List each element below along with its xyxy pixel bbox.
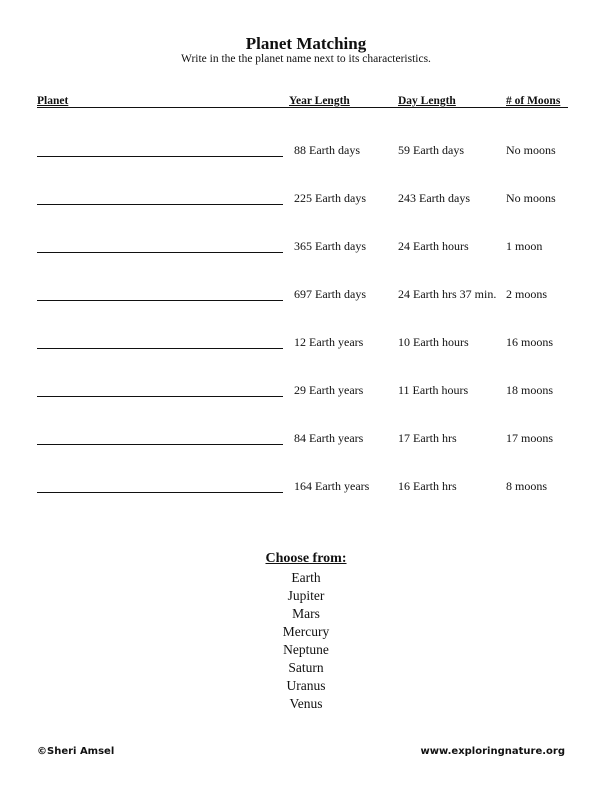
day-length-cell: 11 Earth hours — [398, 383, 469, 397]
table-row — [0, 143, 612, 163]
moons-cell: 18 moons — [506, 383, 554, 397]
moons-cell: 1 moon — [506, 239, 543, 253]
day-length-cell: 24 Earth hours — [398, 239, 469, 253]
choose-from-item: Uranus — [286, 678, 326, 693]
choose-from-list — [0, 569, 612, 713]
choose-from-item: Jupiter — [287, 588, 325, 603]
choose-from-item: Mars — [292, 606, 320, 621]
table-row — [0, 431, 612, 451]
planet-answer-blank[interactable] — [37, 444, 283, 445]
planet-answer-blank[interactable] — [37, 252, 283, 253]
choose-from-item: Venus — [289, 696, 323, 711]
year-length-cell: 365 Earth days — [294, 239, 366, 253]
table-row — [0, 479, 612, 499]
moons-cell: No moons — [506, 191, 556, 205]
year-length-cell: 225 Earth days — [294, 191, 366, 205]
table-row — [0, 335, 612, 355]
header-moons: # of Moons — [506, 95, 561, 107]
planet-answer-blank[interactable] — [37, 348, 283, 349]
planet-answer-blank[interactable] — [37, 492, 283, 493]
day-length-cell: 17 Earth hrs — [398, 431, 457, 445]
year-length-cell: 29 Earth years — [294, 383, 364, 397]
planet-answer-blank[interactable] — [37, 396, 283, 397]
choose-from-box — [0, 550, 612, 713]
table-row — [0, 287, 612, 307]
copyright: ©Sheri Amsel — [37, 746, 115, 757]
header-planet: Planet — [37, 95, 69, 107]
choose-from-item: Saturn — [288, 660, 324, 675]
table-row — [0, 239, 612, 259]
planet-answer-blank[interactable] — [37, 156, 283, 157]
header-year-length: Year Length — [289, 95, 350, 107]
website-url: www.exploringnature.org — [420, 746, 565, 757]
year-length-cell: 697 Earth days — [294, 287, 366, 301]
moons-cell: 16 moons — [506, 335, 554, 349]
day-length-cell: 10 Earth hours — [398, 335, 469, 349]
page-title: Planet Matching — [245, 34, 367, 53]
table-row — [0, 191, 612, 211]
choose-from-title: Choose from: — [265, 551, 347, 566]
instructions: Write in the the planet name next to its characteristics. — [181, 53, 431, 65]
year-length-cell: 164 Earth years — [294, 479, 370, 493]
table-row — [0, 383, 612, 403]
year-length-cell: 88 Earth days — [294, 143, 360, 157]
day-length-cell: 59 Earth days — [398, 143, 464, 157]
choose-from-item: Mercury — [282, 624, 330, 639]
day-length-cell: 24 Earth hrs 37 min. — [398, 287, 497, 301]
year-length-cell: 84 Earth years — [294, 431, 364, 445]
day-length-cell: 243 Earth days — [398, 191, 470, 205]
moons-cell: 8 moons — [506, 479, 548, 493]
planet-answer-blank[interactable] — [37, 300, 283, 301]
planet-answer-blank[interactable] — [37, 204, 283, 205]
choose-from-item: Earth — [291, 570, 321, 585]
day-length-cell: 16 Earth hrs — [398, 479, 457, 493]
moons-cell: No moons — [506, 143, 556, 157]
choose-from-item: Neptune — [283, 642, 329, 657]
moons-cell: 2 moons — [506, 287, 548, 301]
moons-cell: 17 moons — [506, 431, 554, 445]
year-length-cell: 12 Earth years — [294, 335, 364, 349]
header-day-length: Day Length — [398, 95, 456, 107]
header-rule — [37, 107, 568, 108]
